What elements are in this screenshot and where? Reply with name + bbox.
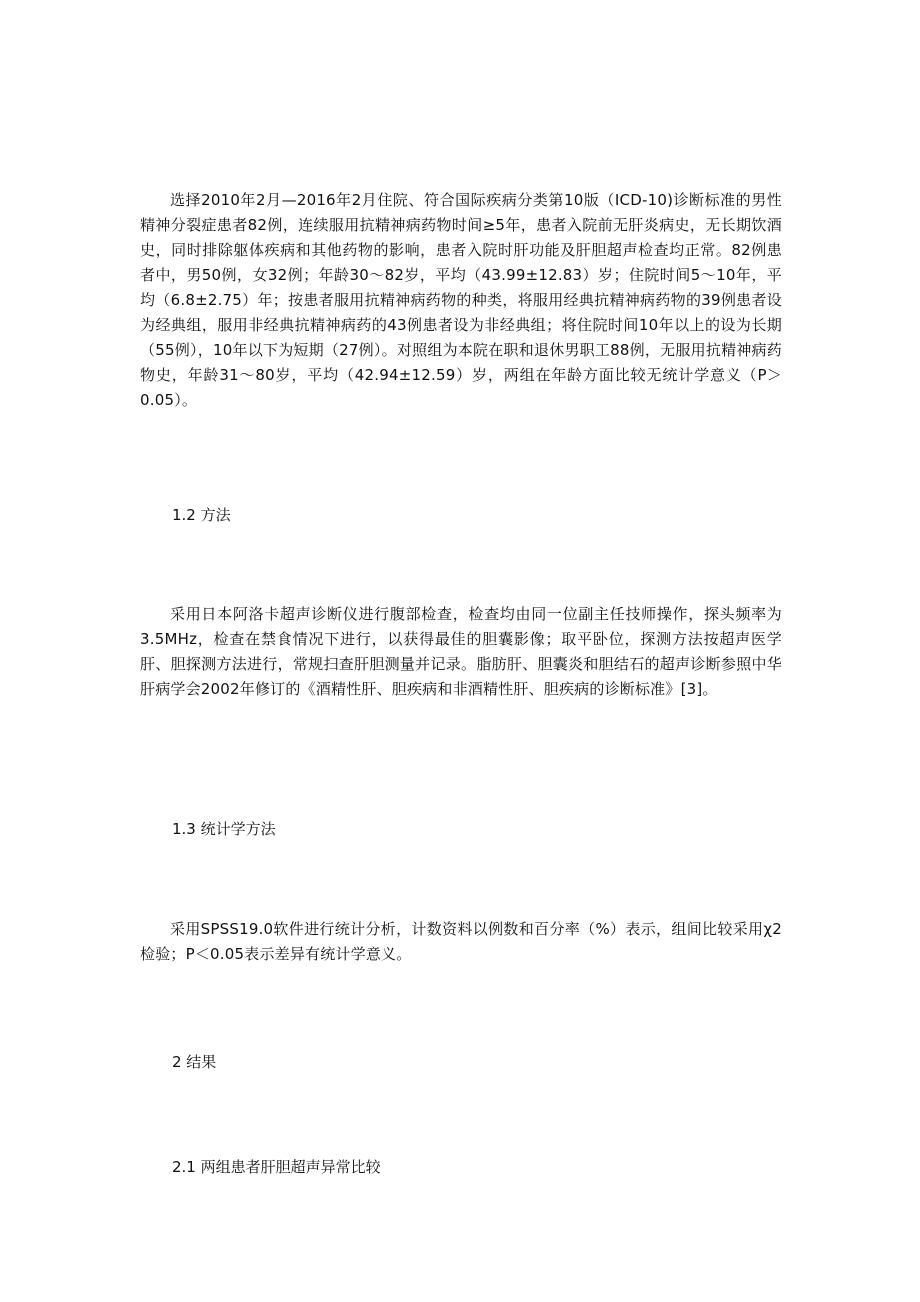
paragraph-statistics: 采用SPSS19.0软件进行统计分析，计数资料以例数和百分率（%）表示，组间比较采用χ2检验；P＜0.05表示差异有统计学意义。 (140, 920, 782, 963)
heading-1-2-methods: 1.2 方法 (172, 506, 231, 524)
paragraph-subjects: 选择2010年2月—2016年2月住院、符合国际疾病分类第10版（ICD-10)诊断标准的男性精神分裂症患者82例，连续服用抗精神病药物时间≥5年，患者入院前无肝炎病史，无长期饮酒史，同时排除躯体疾病和其他药物的影响，患者入院时肝功能及肝胆超声检查均正常。82例患者中，男50例，女32例；年龄30～82岁，平均（43.99±12.83）岁；住院时间5～10年，平均（6.8±2.75）年；按患者服用抗精神病药物的种类，将服用经典抗精神病药物的39例患者设为经典组，服用非经典抗精神病药的43例患者设为非经典组；将住院时间10年以上的设为长期（55例），10年以下为短期（27例）。对照组为本院在职和退休男职工88例，无服用抗精神病药物史，年龄31～80岁，平均（42.94±12.59）岁，两组在年龄方面比较无统计学意义（P＞0.05）。 (140, 191, 782, 409)
heading-2-1-comparison: 2.1 两组患者肝胆超声异常比较 (172, 1158, 381, 1176)
heading-2-results: 2 结果 (172, 1053, 217, 1071)
heading-1-3-statistics: 1.3 统计学方法 (172, 820, 276, 838)
paragraph-methods: 采用日本阿洛卡超声诊断仪进行腹部检查，检查均由同一位副主任技师操作，探头频率为3.5MHz，检查在禁食情况下进行，以获得最佳的胆囊影像；取平卧位，探测方法按超声医学肝、胆探测方法进行，常规扫查肝胆测量并记录。脂肪肝、胆囊炎和胆结石的超声诊断参照中华肝病学会2002年修订的《酒精性肝、胆疾病和非酒精性肝、胆疾病的诊断标准》[3]。 (140, 605, 782, 698)
